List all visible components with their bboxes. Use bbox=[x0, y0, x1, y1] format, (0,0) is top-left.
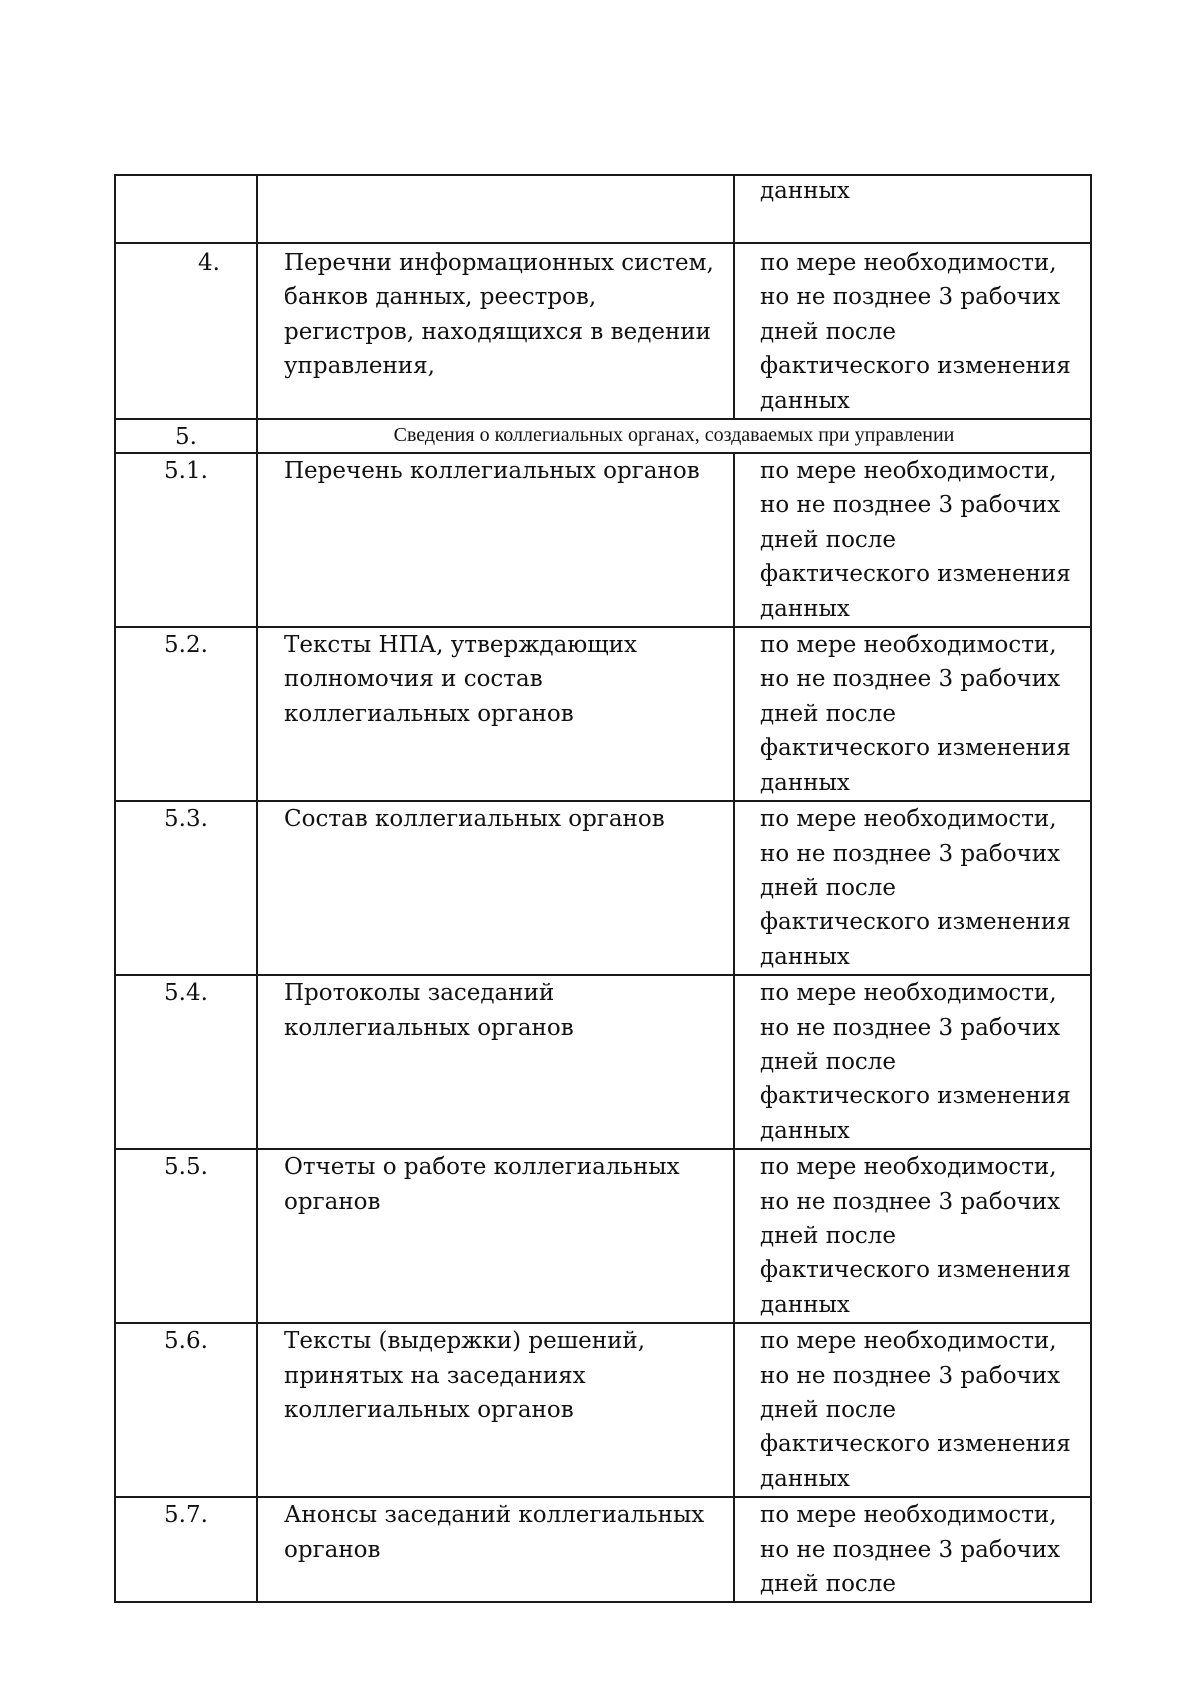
row-term-cell: по мере необходимости, но не позднее 3 рабочих дней после bbox=[734, 1497, 1091, 1602]
row-number-cell bbox=[115, 175, 257, 243]
table-row bbox=[115, 1323, 1091, 1497]
table-row-4 bbox=[115, 243, 1091, 419]
row-text-cell: Тексты НПА, утверждающих полномочия и состав коллегиальных органов bbox=[257, 627, 734, 801]
row-number-cell: 5.6. bbox=[115, 1323, 257, 1497]
row-term-cell: данных bbox=[734, 175, 1091, 243]
table-row bbox=[115, 975, 1091, 1149]
row-term-cell: по мере необходимости, но не позднее 3 рабочих дней после фактического изменения данных bbox=[734, 975, 1091, 1149]
row-number-cell: 5.5. bbox=[115, 1149, 257, 1323]
row-text-cell: Перечень коллегиальных органов bbox=[257, 453, 734, 627]
row-number-cell: 4. bbox=[115, 243, 257, 419]
row-term-cell: по мере необходимости, но не позднее 3 рабочих дней после фактического изменения данных bbox=[734, 453, 1091, 627]
row-term-cell: по мере необходимости, но не позднее 3 рабочих дней после фактического изменения данных bbox=[734, 801, 1091, 975]
information-table bbox=[114, 174, 1092, 1603]
section-title: Сведения о коллегиальных органах, создаваемых при управлении bbox=[257, 419, 1091, 453]
table-row bbox=[115, 1149, 1091, 1323]
section-header-row bbox=[115, 419, 1091, 453]
row-number-cell: 5.1. bbox=[115, 453, 257, 627]
row-text-cell: Тексты (выдержки) решений, принятых на заседаниях коллегиальных органов bbox=[257, 1323, 734, 1497]
row-term-cell: по мере необходимости, но не позднее 3 рабочих дней после фактического изменения данных bbox=[734, 1323, 1091, 1497]
row-term-cell: по мере необходимости, но не позднее 3 рабочих дней после фактического изменения данных bbox=[734, 243, 1091, 419]
row-text-cell: Отчеты о работе коллегиальных органов bbox=[257, 1149, 734, 1323]
row-number-cell: 5.3. bbox=[115, 801, 257, 975]
row-text-cell: Протоколы заседаний коллегиальных органов bbox=[257, 975, 734, 1149]
table-row bbox=[115, 453, 1091, 627]
row-text-cell: Состав коллегиальных органов bbox=[257, 801, 734, 975]
row-term-cell: по мере необходимости, но не позднее 3 рабочих дней после фактического изменения данных bbox=[734, 627, 1091, 801]
section-number-cell: 5. bbox=[115, 419, 257, 453]
row-term-cell: по мере необходимости, но не позднее 3 рабочих дней после фактического изменения данных bbox=[734, 1149, 1091, 1323]
table-row bbox=[115, 1497, 1091, 1602]
row-number-cell: 5.7. bbox=[115, 1497, 257, 1602]
table-row-continuation bbox=[115, 175, 1091, 243]
row-text-cell: Анонсы заседаний коллегиальных органов bbox=[257, 1497, 734, 1602]
row-text-cell bbox=[257, 175, 734, 243]
row-number-cell: 5.4. bbox=[115, 975, 257, 1149]
row-text-cell: Перечни информационных систем, банков данных, реестров, регистров, находящихся в ведении управления, bbox=[257, 243, 734, 419]
table-row bbox=[115, 627, 1091, 801]
row-number-cell: 5.2. bbox=[115, 627, 257, 801]
table-row bbox=[115, 801, 1091, 975]
